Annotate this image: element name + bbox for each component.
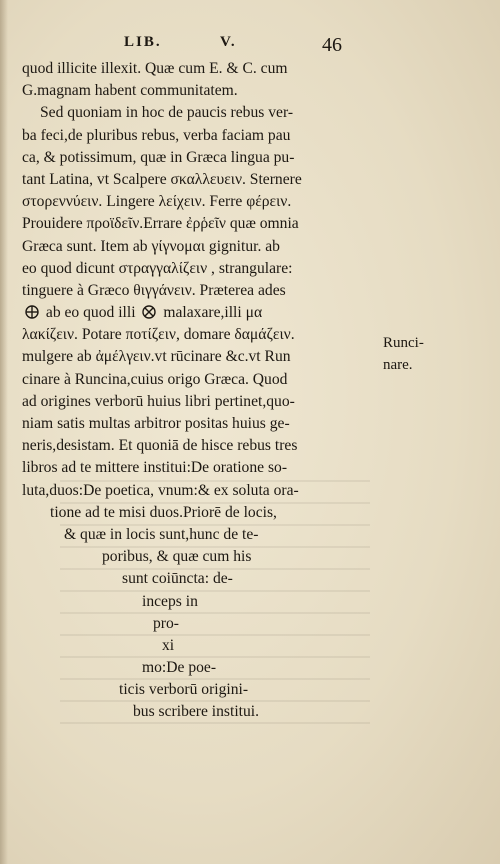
- text-line: bus scribere institui.: [133, 703, 260, 721]
- text-line: tione ad te misi duos.Priorē de locis,: [50, 503, 277, 521]
- text-line: libros ad te mittere institui:De oratione so-: [22, 459, 288, 477]
- text-line: tinguere à Græco θιγγάνειν. Præterea ades: [22, 281, 286, 299]
- text-line: & quæ in locis sunt,hunc de te-: [64, 525, 259, 543]
- folio-number: 46: [322, 34, 342, 56]
- running-head-book: V.: [220, 34, 237, 50]
- text-line: inceps in: [142, 592, 198, 610]
- text-line: G.magnam habent communitatem.: [22, 82, 238, 100]
- text-line: Prouidere προϊδεῖν.Errare ἐρῥεῖν quæ omnia: [22, 215, 299, 233]
- text-line: niam satis multas arbitror positas huius ge-: [22, 415, 290, 432]
- text-line-with-symbols: [22, 302, 378, 324]
- text-line: mulgere ab ἀμέλγειν.vt rūcinare &c.vt Run: [22, 348, 291, 366]
- main-text-block: [22, 58, 378, 724]
- text-line: eo quod dicunt στραγγαλίζειν , strangulare:: [22, 259, 293, 277]
- text-line: pro-: [153, 614, 179, 632]
- text-line: ba feci,de pluribus rebus, verba faciam pau: [22, 126, 291, 144]
- symbol-line-after: malaxare,illi μα: [159, 304, 263, 322]
- text-line: cinare à Runcina,cuius origo Græca. Quod: [22, 370, 288, 388]
- text-line: λακίζειν. Potare ποτίζειν, domare δαμάζειν.: [22, 326, 295, 344]
- text-line: xi: [162, 636, 175, 654]
- circle-x-symbol-icon: [139, 305, 159, 319]
- text-line: ticis verborū origini-: [119, 681, 249, 699]
- text-line: sunt coiūncta: de-: [122, 570, 233, 588]
- text-line: Græca sunt. Item ab γίγνομαι gignitur. ab: [22, 237, 280, 255]
- text-line: ca, & potissimum, quæ in Græca lingua pu-: [22, 148, 295, 166]
- symbol-line-middle: ab eo quod illi: [42, 304, 140, 322]
- margin-note: Runci-: [383, 335, 424, 351]
- text-line: tant Latina, vt Scalpere σκαλλευειν. Sternere: [22, 170, 302, 188]
- running-head-lib: LIB.: [124, 34, 162, 50]
- running-head: [0, 34, 500, 58]
- text-line: quod illicite illexit. Quæ cum E. & C. cum: [22, 60, 288, 77]
- text-line: luta,duos:De poetica, vnum:& ex soluta ora-: [22, 481, 299, 499]
- text-line: στορεννύειν. Lingere λείχειν. Ferre φέρειν.: [22, 193, 292, 211]
- text-line: ad origines verborū huius libri pertinet,quo-: [22, 392, 295, 410]
- text-line: Sed quoniam in hoc de paucis rebus ver-: [40, 104, 294, 122]
- text-line: poribus, & quæ cum his: [102, 548, 252, 566]
- margin-note: nare.: [383, 357, 413, 373]
- circle-cross-symbol-icon: [22, 305, 42, 319]
- text-line: mo:De poe-: [142, 659, 217, 677]
- text-line: neris,desistam. Et quoniā de hisce rebus tres: [22, 437, 298, 455]
